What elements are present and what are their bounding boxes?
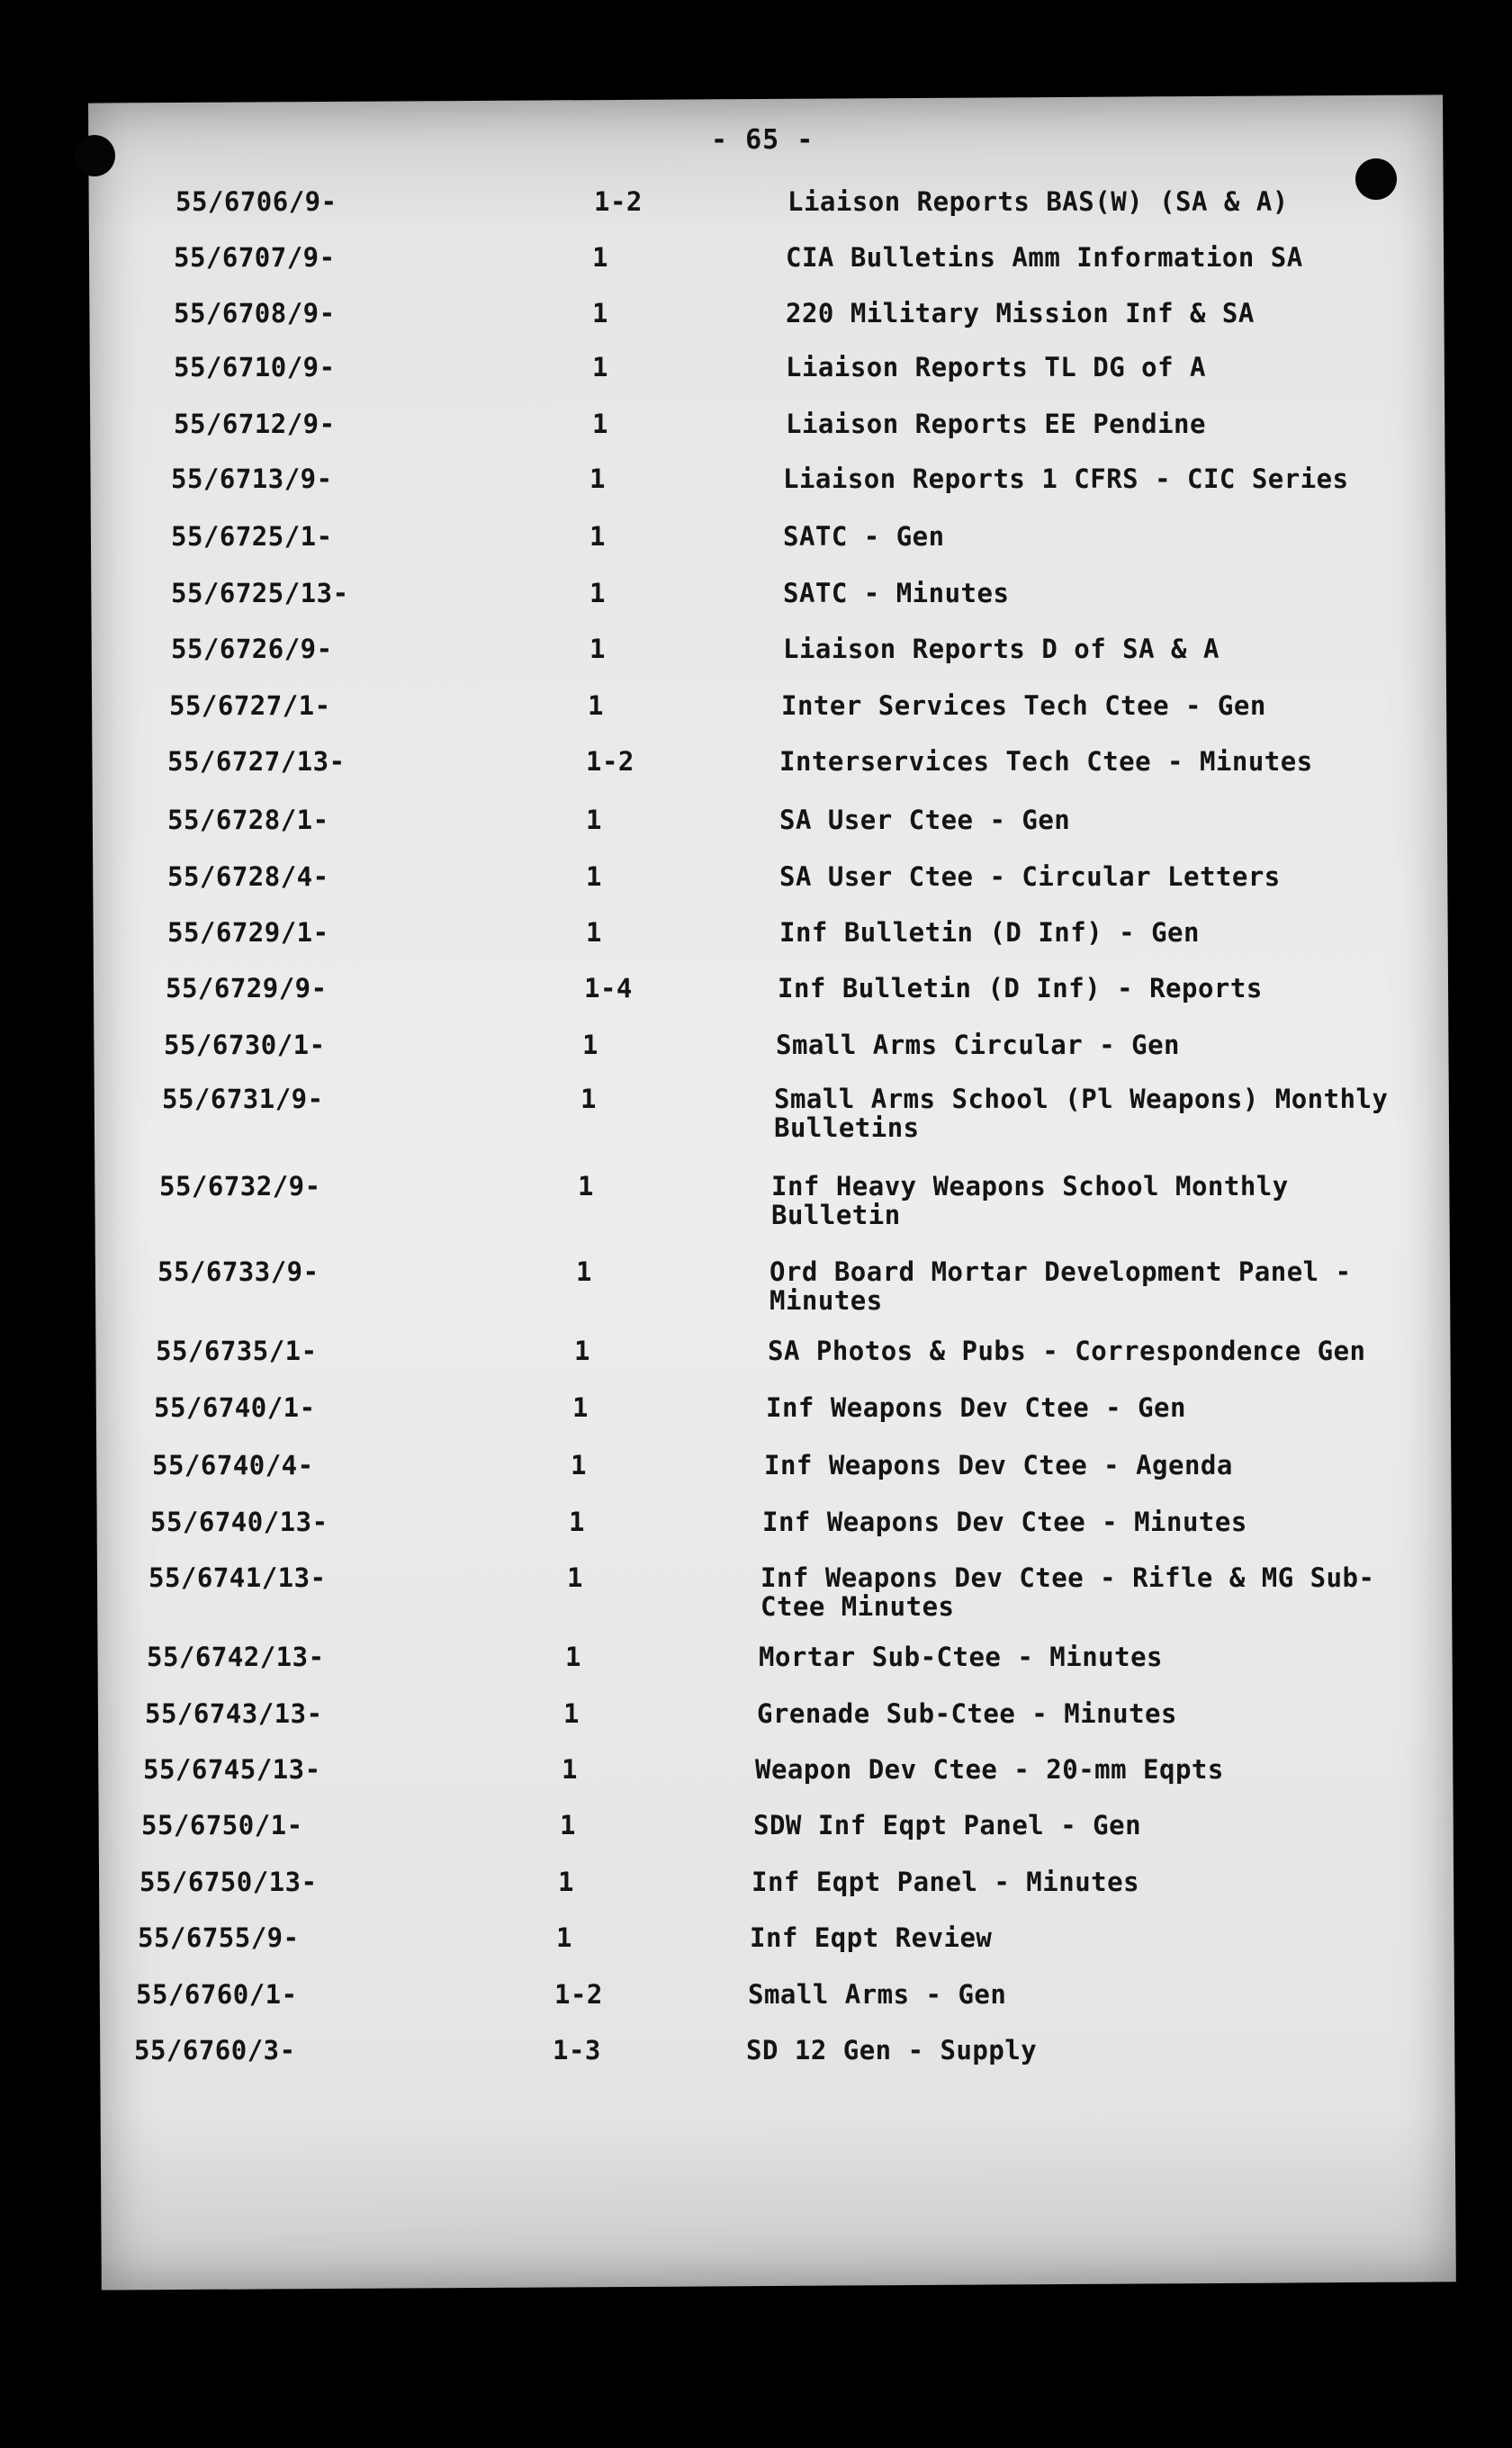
file-reference: 55/6740/13-: [150, 1507, 328, 1537]
file-reference: 55/6745/13-: [143, 1754, 321, 1785]
volume-range: 1-4: [584, 973, 633, 1004]
volume-range: 1-2: [586, 746, 634, 777]
volume-range: 1: [586, 805, 602, 835]
volume-range: 1: [576, 1256, 592, 1287]
file-reference: 55/6750/1-: [141, 1810, 303, 1840]
file-description: Liaison Reports D of SA & A: [783, 634, 1220, 664]
file-description: SATC - Minutes: [783, 578, 1010, 608]
file-description: Mortar Sub-Ctee - Minutes: [759, 1642, 1163, 1672]
file-description: Inf Eqpt Panel - Minutes: [752, 1867, 1140, 1897]
volume-range: 1: [560, 1810, 576, 1840]
file-description: SDW Inf Eqpt Panel - Gen: [753, 1810, 1142, 1840]
volume-range: 1-2: [594, 186, 643, 217]
volume-range: 1: [592, 298, 608, 328]
file-description: Inf Weapons Dev Ctee - Minutes: [762, 1507, 1247, 1537]
volume-range: 1: [571, 1450, 587, 1480]
file-description: Grenade Sub-Ctee - Minutes: [757, 1698, 1177, 1729]
file-description: Inf Eqpt Review: [750, 1922, 993, 1953]
file-description: SA Photos & Pubs - Correspondence Gen: [768, 1336, 1366, 1366]
volume-range: 1: [574, 1336, 590, 1366]
file-description: SD 12 Gen - Supply: [746, 2035, 1038, 2066]
file-description: 220 Military Mission Inf & SA: [786, 298, 1255, 328]
file-reference: 55/6731/9-: [162, 1084, 324, 1114]
file-reference: 55/6727/13-: [167, 746, 346, 777]
volume-range: 1-2: [554, 1979, 603, 2010]
file-reference: 55/6760/1-: [136, 1979, 298, 2010]
file-description: Liaison Reports TL DG of A: [786, 352, 1206, 382]
file-reference: 55/6708/9-: [174, 298, 336, 328]
file-reference: 55/6725/13-: [171, 578, 349, 608]
volume-range: 1: [590, 521, 606, 552]
volume-range: 1: [586, 917, 602, 948]
file-reference: 55/6710/9-: [174, 352, 336, 382]
file-reference: 55/6741/13-: [148, 1562, 327, 1593]
volume-range: 1: [578, 1171, 594, 1202]
file-reference: 55/6735/1-: [156, 1336, 318, 1366]
file-reference: 55/6755/9-: [138, 1922, 300, 1953]
volume-range: 1: [567, 1562, 583, 1593]
file-reference: 55/6730/1-: [164, 1030, 326, 1060]
file-description: Liaison Reports 1 CFRS - CIC Series: [783, 464, 1349, 494]
volume-range: 1: [590, 464, 606, 494]
volume-range: 1: [565, 1642, 581, 1672]
file-description: Liaison Reports EE Pendine: [786, 409, 1206, 439]
file-description: Interservices Tech Ctee - Minutes: [779, 746, 1313, 777]
file-description: Small Arms - Gen: [748, 1979, 1007, 2010]
file-description: Inf Bulletin (D Inf) - Gen: [779, 917, 1200, 948]
file-description: CIA Bulletins Amm Information SA: [786, 242, 1303, 273]
file-description: SA User Ctee - Gen: [779, 805, 1071, 835]
file-description: Inter Services Tech Ctee - Gen: [781, 690, 1266, 721]
file-reference: 55/6733/9-: [158, 1256, 320, 1287]
file-reference: 55/6728/1-: [167, 805, 329, 835]
file-description: Weapon Dev Ctee - 20-mm Eqpts: [755, 1754, 1224, 1785]
volume-range: 1: [569, 1507, 585, 1537]
file-reference: 55/6729/1-: [167, 917, 329, 948]
volume-range: 1: [592, 242, 608, 273]
file-reference: 55/6729/9-: [166, 973, 328, 1004]
file-reference: 55/6706/9-: [176, 186, 338, 217]
volume-range: 1: [556, 1922, 572, 1953]
punch-hole-left: [74, 135, 115, 176]
file-description: Inf Bulletin (D Inf) - Reports: [778, 973, 1263, 1004]
file-reference: 55/6743/13-: [145, 1698, 323, 1729]
file-reference: 55/6707/9-: [174, 242, 336, 273]
file-description: SATC - Gen: [783, 521, 945, 552]
file-description: Ord Board Mortar Development Panel - Minutes: [770, 1256, 1352, 1316]
volume-range: 1: [558, 1867, 574, 1897]
file-reference: 55/6760/3-: [134, 2035, 296, 2066]
file-reference: 55/6732/9-: [159, 1171, 321, 1202]
volume-range: 1: [580, 1084, 597, 1114]
file-description: Inf Weapons Dev Ctee - Gen: [766, 1392, 1186, 1423]
file-description: Inf Weapons Dev Ctee - Rifle & MG Sub-Ctee Minutes: [760, 1562, 1375, 1622]
file-reference: 55/6726/9-: [171, 634, 333, 664]
file-reference: 55/6750/13-: [140, 1867, 318, 1897]
volume-range: 1: [592, 409, 608, 439]
volume-range: 1: [588, 690, 604, 721]
file-description: SA User Ctee - Circular Letters: [779, 861, 1281, 892]
file-description: Small Arms School (Pl Weapons) Monthly Bulletins: [774, 1084, 1389, 1143]
volume-range: 1: [586, 861, 602, 892]
file-description: Inf Heavy Weapons School Monthly Bulletin: [771, 1171, 1289, 1230]
volume-range: 1: [563, 1698, 580, 1729]
volume-range: 1: [590, 578, 606, 608]
file-description: Inf Weapons Dev Ctee - Agenda: [764, 1450, 1233, 1480]
volume-range: 1: [590, 634, 606, 664]
file-reference: 55/6725/1-: [171, 521, 333, 552]
file-reference: 55/6712/9-: [174, 409, 336, 439]
volume-range: 1: [562, 1754, 578, 1785]
file-description: Small Arms Circular - Gen: [776, 1030, 1180, 1060]
volume-range: 1-3: [553, 2035, 601, 2066]
file-reference: 55/6740/4-: [152, 1450, 314, 1480]
volume-range: 1: [592, 352, 608, 382]
file-reference: 55/6742/13-: [147, 1642, 325, 1672]
file-reference: 55/6740/1-: [154, 1392, 316, 1423]
file-reference: 55/6727/1-: [169, 690, 331, 721]
file-reference: 55/6713/9-: [171, 464, 333, 494]
file-description: Liaison Reports BAS(W) (SA & A): [788, 186, 1289, 217]
volume-range: 1: [582, 1030, 598, 1060]
page-number: - 65 -: [711, 124, 814, 156]
volume-range: 1: [572, 1392, 589, 1423]
file-reference: 55/6728/4-: [167, 861, 329, 892]
